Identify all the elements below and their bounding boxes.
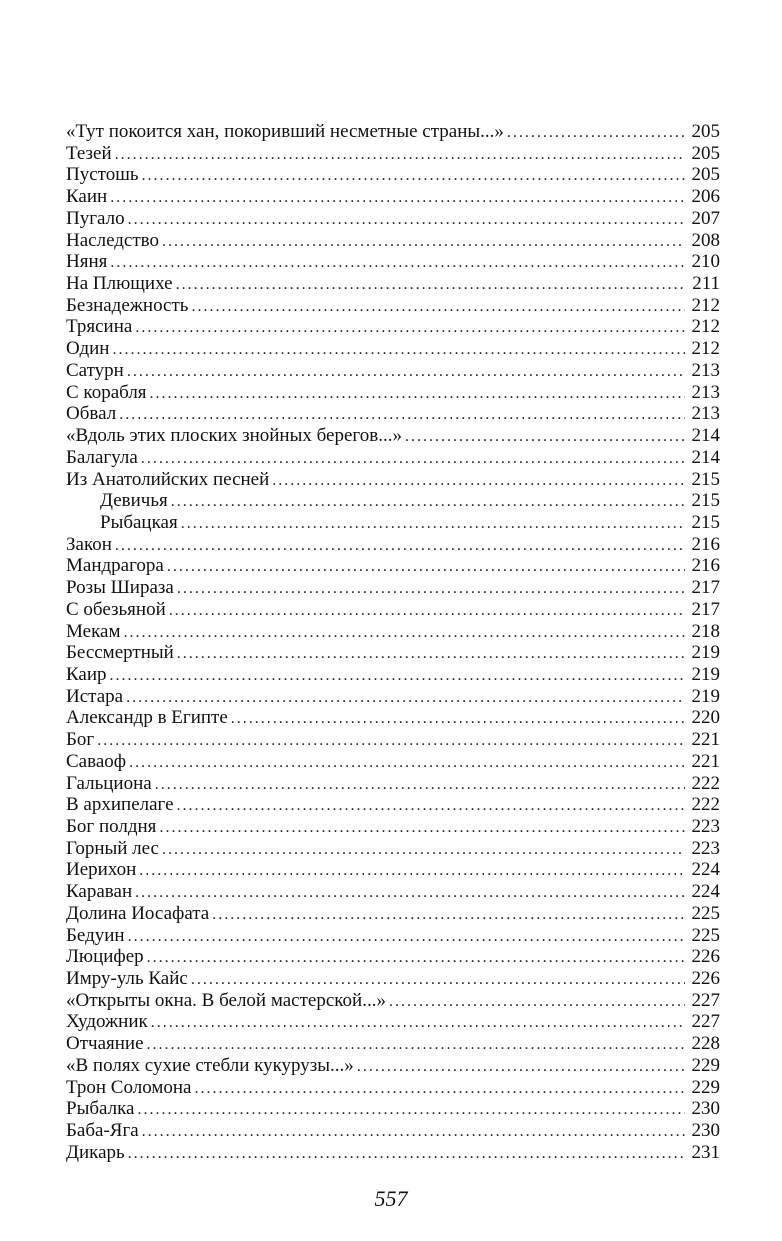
dot-leader	[110, 187, 685, 209]
dot-leader	[139, 860, 685, 882]
toc-entry-title: Дикарь	[66, 1141, 125, 1163]
toc-entry	[66, 1033, 720, 1055]
toc-entry-page: 212	[691, 316, 720, 338]
toc-entry-title: Гальциона	[66, 772, 152, 794]
toc-entry-page: 212	[691, 338, 720, 360]
dot-leader	[126, 687, 685, 709]
toc-entry-page: 208	[691, 229, 720, 251]
toc-entry	[66, 512, 720, 534]
dot-leader	[389, 991, 685, 1013]
toc-entry-page: 230	[691, 1120, 720, 1142]
toc-entry	[66, 577, 720, 599]
dot-leader	[162, 231, 685, 253]
dot-leader	[167, 556, 685, 578]
toc-entry-page: 229	[691, 1076, 720, 1098]
toc-entry	[66, 859, 720, 881]
dot-leader	[135, 882, 685, 904]
toc-entry-page: 229	[691, 1054, 720, 1076]
toc-entry-page: 215	[691, 490, 720, 512]
toc-entry	[66, 534, 720, 556]
toc-entry-page: 228	[691, 1033, 720, 1055]
dot-leader	[115, 144, 685, 166]
toc-entry	[66, 316, 720, 338]
toc-entry	[66, 664, 720, 686]
toc-entry	[66, 1098, 720, 1120]
toc-entry	[66, 295, 720, 317]
dot-leader	[147, 1034, 685, 1056]
toc-entry-page: 216	[691, 533, 720, 555]
toc-entry	[66, 338, 720, 360]
toc-entry-page: 221	[691, 750, 720, 772]
toc-entry-page: 223	[691, 837, 720, 859]
toc-entry	[66, 143, 720, 165]
toc-entry	[66, 968, 720, 990]
toc-entry-title: Каин	[66, 186, 108, 208]
dot-leader	[147, 947, 685, 969]
toc-entry	[66, 121, 720, 143]
toc-entry-page: 214	[691, 425, 720, 447]
toc-entry-page: 213	[691, 359, 720, 381]
table-of-contents	[66, 121, 720, 1164]
dot-leader	[212, 904, 685, 926]
dot-leader	[159, 817, 685, 839]
toc-entry-page: 224	[691, 881, 720, 903]
toc-entry-page: 206	[691, 186, 720, 208]
toc-entry	[66, 230, 720, 252]
toc-entry	[66, 621, 720, 643]
dot-leader	[129, 752, 685, 774]
toc-entry-title: Мекам	[66, 620, 121, 642]
toc-entry-title: Бог	[66, 729, 95, 751]
toc-entry	[66, 707, 720, 729]
dot-leader	[171, 491, 685, 513]
toc-entry	[66, 1077, 720, 1099]
toc-entry-page: 205	[691, 164, 720, 186]
dot-leader	[191, 296, 685, 318]
toc-entry-title: Девичья	[100, 490, 168, 512]
toc-entry-title: Имру-уль Кайс	[66, 968, 188, 990]
toc-entry	[66, 751, 720, 773]
toc-entry-title: В архипелаге	[66, 794, 174, 816]
toc-entry-page: 223	[691, 816, 720, 837]
toc-entry-title: Бог полдня	[66, 816, 157, 837]
toc-entry	[66, 816, 720, 838]
toc-entry-page: 222	[691, 794, 720, 816]
toc-entry	[66, 794, 720, 816]
dot-leader	[110, 252, 685, 274]
toc-entry-page: 217	[691, 577, 720, 599]
toc-entry	[66, 686, 720, 708]
toc-entry	[66, 1142, 720, 1164]
dot-leader	[142, 1121, 685, 1143]
dot-leader	[150, 383, 685, 405]
toc-entry-title: Обвал	[66, 403, 117, 425]
toc-entry-title: Из Анатолийских песней	[66, 468, 270, 490]
toc-entry-page: 213	[691, 403, 720, 425]
dot-leader	[405, 426, 685, 448]
toc-entry-page: 227	[691, 989, 720, 1011]
toc-entry-page: 215	[691, 511, 720, 533]
toc-entry-page: 219	[691, 642, 720, 664]
toc-entry-title: С обезьяной	[66, 598, 166, 620]
dot-leader	[272, 470, 685, 492]
toc-entry-title: Караван	[66, 881, 133, 903]
toc-entry-page: 214	[691, 446, 720, 468]
toc-entry	[66, 490, 720, 512]
toc-entry-title: Баба-Яга	[66, 1120, 139, 1142]
dot-leader	[110, 665, 685, 687]
toc-entry-title: Каир	[66, 663, 107, 685]
toc-entry-title: Сатурн	[66, 359, 124, 381]
dot-leader	[128, 209, 685, 231]
toc-entry-title: Бессмертный	[66, 642, 174, 664]
toc-entry-title: Горный лес	[66, 837, 159, 859]
toc-entry-title: Трон Соломона	[66, 1076, 192, 1098]
dot-leader	[357, 1056, 685, 1078]
toc-entry	[66, 1120, 720, 1142]
dot-leader	[151, 1012, 685, 1034]
dot-leader	[231, 708, 685, 730]
toc-entry-title: Розы Шираза	[66, 577, 174, 599]
toc-entry-title: Художник	[66, 1011, 148, 1033]
toc-entry-page: 227	[691, 1011, 720, 1033]
toc-entry-title: Наследство	[66, 229, 159, 251]
toc-entry	[66, 403, 720, 425]
toc-entry-page: 225	[691, 924, 720, 946]
toc-entry	[66, 447, 720, 469]
dot-leader	[128, 1143, 685, 1165]
toc-entry	[66, 1055, 720, 1077]
toc-entry-title: Мандрагора	[66, 555, 164, 577]
toc-entry	[66, 360, 720, 382]
toc-entry-title: «Открыты окна. В белой мастерской...»	[66, 989, 386, 1011]
toc-entry-title: Закон	[66, 533, 112, 555]
toc-entry	[66, 164, 720, 186]
toc-entry-title: На Плющихе	[66, 273, 173, 295]
dot-leader	[112, 339, 685, 361]
toc-entry-title: Тезей	[66, 142, 112, 164]
toc-entry	[66, 273, 720, 295]
dot-leader	[142, 165, 685, 187]
toc-entry	[66, 925, 720, 947]
toc-entry-page: 225	[691, 902, 720, 924]
dot-leader	[162, 839, 685, 861]
toc-entry-title: Иерихон	[66, 859, 137, 881]
toc-entry-page: 212	[691, 294, 720, 316]
dot-leader	[128, 926, 685, 948]
toc-entry-title: Саваоф	[66, 750, 127, 772]
toc-entry-title: Трясина	[66, 316, 133, 338]
toc-entry	[66, 773, 720, 795]
dot-leader	[169, 600, 685, 622]
dot-leader	[155, 774, 685, 796]
toc-entry-title: Рыбалка	[66, 1098, 135, 1120]
dot-leader	[191, 969, 685, 991]
toc-entry	[66, 729, 720, 751]
toc-entry	[66, 208, 720, 230]
toc-entry	[66, 903, 720, 925]
toc-entry-title: Рыбацкая	[100, 511, 178, 533]
dot-leader	[194, 1078, 685, 1100]
toc-entry-page: 205	[691, 142, 720, 164]
toc-entry-title: Один	[66, 338, 110, 360]
dot-leader	[115, 535, 685, 557]
toc-entry-page: 207	[691, 207, 720, 229]
toc-entry-page: 219	[691, 663, 720, 685]
toc-entry-title: Долина Иосафата	[66, 902, 210, 924]
toc-entry-page: 221	[691, 729, 720, 751]
dot-leader	[176, 274, 685, 296]
toc-entry	[66, 642, 720, 664]
dot-leader	[123, 622, 685, 644]
toc-entry-title: Отчаяние	[66, 1033, 144, 1055]
dot-leader	[119, 404, 685, 426]
toc-entry-page: 230	[691, 1098, 720, 1120]
toc-entry	[66, 838, 720, 860]
toc-entry-title: «В полях сухие стебли кукурузы...»	[66, 1054, 354, 1076]
toc-entry	[66, 251, 720, 273]
toc-entry-page: 224	[691, 859, 720, 881]
toc-entry	[66, 946, 720, 968]
toc-entry-page: 210	[691, 251, 720, 273]
toc-entry	[66, 469, 720, 491]
toc-entry-title: Пугало	[66, 207, 125, 229]
toc-entry-page: 231	[691, 1141, 720, 1163]
toc-entry-page: 213	[691, 381, 720, 403]
dot-leader	[137, 1099, 685, 1121]
toc-entry-page: 226	[691, 968, 720, 990]
dot-leader	[141, 448, 685, 470]
toc-entry-title: Безнадежность	[66, 294, 189, 316]
toc-entry-title: Бедуин	[66, 924, 125, 946]
toc-entry-title: С корабля	[66, 381, 147, 403]
toc-entry-page: 216	[691, 555, 720, 577]
toc-entry-page: 219	[691, 685, 720, 707]
toc-entry-title: Пустошь	[66, 164, 139, 186]
dot-leader	[135, 317, 685, 339]
toc-entry-page: 220	[691, 707, 720, 729]
dot-leader	[127, 361, 685, 383]
toc-entry	[66, 186, 720, 208]
toc-entry-page: 218	[691, 620, 720, 642]
toc-entry-title: Няня	[66, 251, 108, 273]
toc-entry-title: Истара	[66, 685, 124, 707]
dot-leader	[97, 730, 685, 752]
dot-leader	[507, 122, 685, 144]
dot-leader	[177, 795, 685, 817]
toc-entry-title: Балагула	[66, 446, 138, 468]
toc-entry-page: 226	[691, 946, 720, 968]
toc-entry-page: 222	[691, 772, 720, 794]
toc-entry	[66, 599, 720, 621]
toc-entry	[66, 881, 720, 903]
toc-entry	[66, 990, 720, 1012]
toc-entry-title: «Вдоль этих плоских знойных берегов...»	[66, 425, 402, 447]
toc-entry-page: 211	[692, 273, 720, 295]
dot-leader	[177, 578, 685, 600]
toc-entry	[66, 555, 720, 577]
toc-entry	[66, 382, 720, 404]
toc-entry-page: 215	[691, 468, 720, 490]
toc-entry-title: Александр в Египте	[66, 707, 228, 729]
toc-entry	[66, 1011, 720, 1033]
toc-entry-page: 205	[691, 121, 720, 142]
dot-leader	[177, 643, 685, 665]
toc-entry-page: 217	[691, 598, 720, 620]
toc-entry-title: «Тут покоится хан, покоривший несметные страны...»	[66, 121, 504, 142]
page-number: 557	[374, 1186, 408, 1211]
dot-leader	[181, 513, 685, 535]
toc-entry	[66, 425, 720, 447]
toc-entry-title: Люцифер	[66, 946, 144, 968]
